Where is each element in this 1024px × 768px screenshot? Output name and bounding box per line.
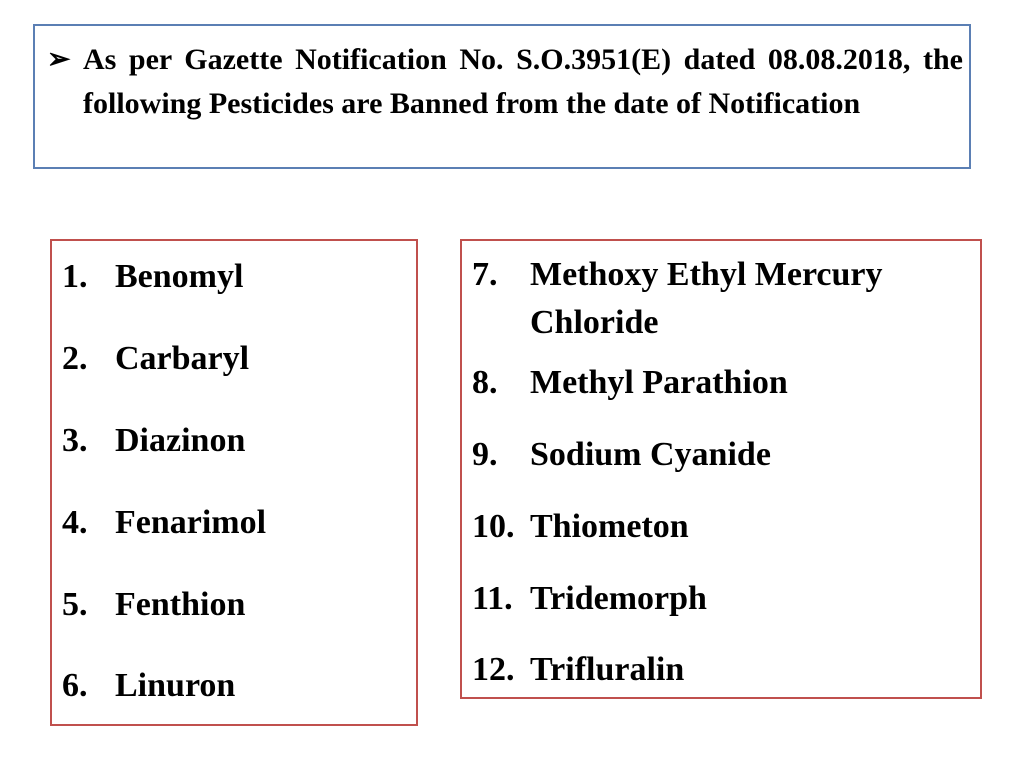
item-number: 12. — [472, 651, 515, 688]
item-number: 10. — [472, 508, 515, 545]
banned-pesticides-list-left — [50, 239, 418, 726]
item-number: 4. — [62, 504, 88, 541]
pesticide-name-line-1: Methoxy Ethyl Mercury — [530, 256, 883, 293]
pesticide-name: Thiometon — [530, 508, 689, 545]
item-number: 11. — [472, 580, 513, 617]
item-number: 9. — [472, 436, 498, 473]
item-number: 7. — [472, 256, 498, 293]
item-number: 1. — [62, 258, 88, 295]
pesticide-name: Sodium Cyanide — [530, 436, 771, 473]
notification-text: As per Gazette Notification No. S.O.3951(E) dated 08.08.2018, the following Pesticides are Banned from the date of Notification — [83, 43, 963, 120]
item-number: 8. — [472, 364, 498, 401]
pesticide-name: Linuron — [115, 667, 236, 704]
pesticide-name: Fenarimol — [115, 504, 267, 541]
pesticide-name: Benomyl — [115, 258, 244, 295]
pesticide-name: Methyl Parathion — [530, 364, 788, 401]
pesticide-name: Fenthion — [115, 586, 246, 623]
banned-pesticides-list-right — [460, 239, 982, 699]
item-number: 2. — [62, 340, 88, 377]
item-number: 5. — [62, 586, 88, 623]
pesticide-name: Trifluralin — [530, 651, 685, 688]
item-number: 6. — [62, 667, 88, 704]
pesticide-name-line-2: Chloride — [530, 304, 659, 341]
arrowhead-bullet-icon: ➢ — [47, 44, 71, 75]
item-number: 3. — [62, 422, 88, 459]
notification-header-box — [33, 24, 971, 169]
pesticide-name: Diazinon — [115, 422, 246, 459]
pesticide-name: Tridemorph — [530, 580, 707, 617]
pesticide-name: Carbaryl — [115, 340, 250, 377]
